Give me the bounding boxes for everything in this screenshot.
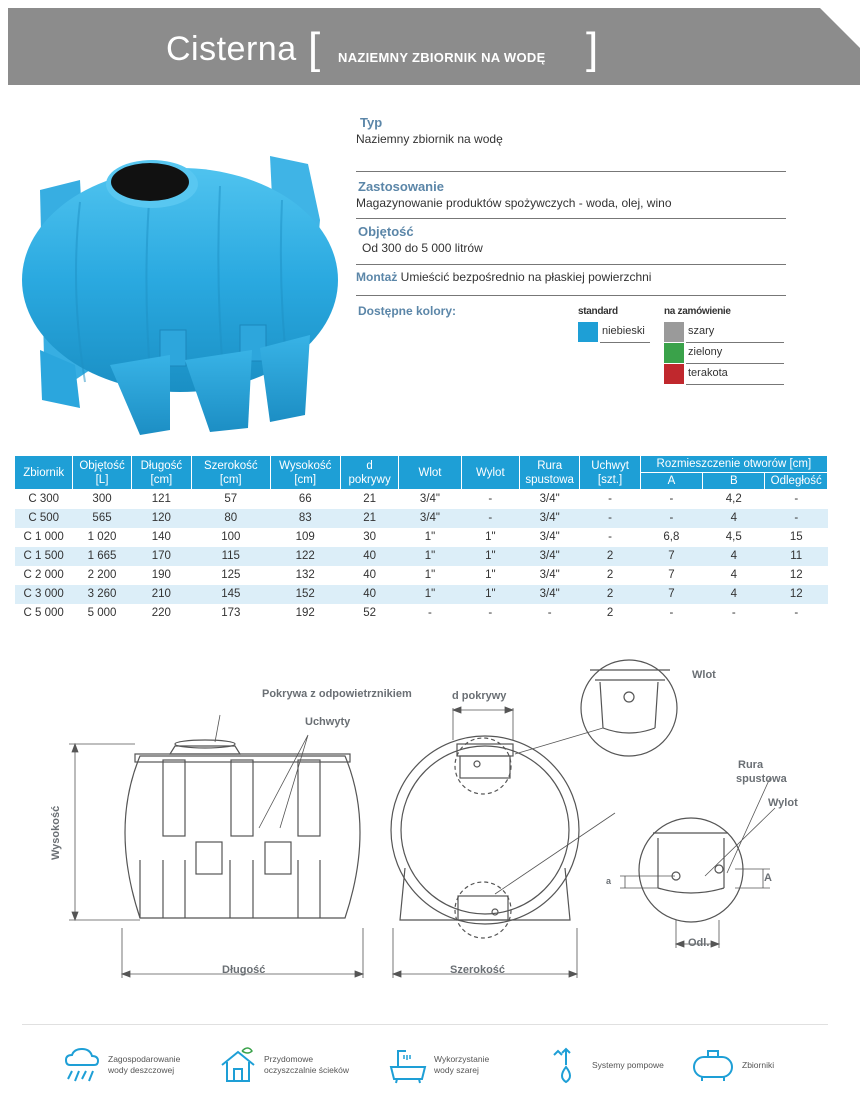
- table-cell: 3/4": [520, 566, 580, 585]
- th-wysokosc-label: Wysokość: [279, 459, 332, 472]
- zastosowanie-title: Zastosowanie: [358, 179, 444, 194]
- table-cell: 7: [640, 585, 702, 604]
- table-cell: 109: [270, 528, 340, 547]
- table-cell: 3/4": [399, 509, 461, 528]
- objetosc-title: Objętość: [358, 224, 414, 239]
- color-label-gray: szary: [688, 325, 715, 337]
- table-cell: -: [640, 509, 702, 528]
- table-cell: 192: [270, 604, 340, 623]
- footer-house-line1: Przydomowe: [264, 1054, 314, 1064]
- table-cell: 300: [73, 490, 131, 509]
- table-cell: 152: [270, 585, 340, 604]
- table-cell: 4: [703, 585, 765, 604]
- label-a-big: A: [764, 872, 772, 884]
- th-d-label: d: [366, 459, 373, 472]
- footer-rain-line2: wody deszczowej: [108, 1065, 175, 1075]
- order-label: na zamówienie: [664, 306, 731, 317]
- swatch-underline: [686, 342, 784, 343]
- th-szerokosc-unit: [cm]: [219, 473, 242, 486]
- th-wysokosc-unit: [cm]: [294, 473, 317, 486]
- table-row: [15, 604, 828, 623]
- table-cell: 30: [340, 528, 398, 547]
- montaz-title: Montaż: [356, 270, 398, 284]
- color-swatch-green: [664, 343, 684, 363]
- th-dlugosc-label: Długość: [140, 459, 183, 472]
- table-cell: 12: [765, 566, 828, 585]
- table-cell: -: [580, 490, 640, 509]
- table-cell: -: [765, 509, 828, 528]
- table-cell: -: [640, 604, 702, 623]
- table-cell: 7: [640, 566, 702, 585]
- table-row: [15, 547, 828, 566]
- table-cell: -: [461, 490, 519, 509]
- color-label-blue: niebieski: [602, 325, 645, 337]
- swatch-underline: [686, 384, 784, 385]
- kolory-title: Dostępne kolory:: [358, 304, 457, 318]
- footer-item-pump: [546, 1043, 664, 1087]
- table-cell: 40: [340, 547, 398, 566]
- table-cell: 1": [399, 585, 461, 604]
- footer-item-bathtub: [388, 1043, 489, 1087]
- table-cell: 170: [131, 547, 191, 566]
- table-cell: 2 200: [73, 566, 131, 585]
- spec-table: [14, 455, 828, 623]
- footer-label-house: [264, 1054, 349, 1076]
- table-cell: 1": [399, 528, 461, 547]
- table-cell: 3/4": [520, 490, 580, 509]
- table-cell: 1": [461, 547, 519, 566]
- table-cell: 80: [192, 509, 270, 528]
- table-cell: C 2 000: [15, 566, 73, 585]
- color-swatch-blue: [578, 322, 598, 342]
- table-cell: -: [703, 604, 765, 623]
- table-cell: 120: [131, 509, 191, 528]
- swatch-underline: [686, 363, 784, 364]
- table-cell: -: [461, 604, 519, 623]
- table-cell: 66: [270, 490, 340, 509]
- table-cell: C 1 500: [15, 547, 73, 566]
- table-row: [15, 509, 828, 528]
- th-rura-sub: spustowa: [525, 473, 574, 486]
- table-body: [15, 490, 828, 623]
- table-cell: 40: [340, 585, 398, 604]
- header-banner: [8, 8, 860, 85]
- table-cell: 565: [73, 509, 131, 528]
- footer-rain-line1: Zagospodarowanie: [108, 1054, 181, 1064]
- label-spustowa: spustowa: [736, 773, 787, 785]
- table-cell: 132: [270, 566, 340, 585]
- table-cell: C 5 000: [15, 604, 73, 623]
- table-cell: 3/4": [399, 490, 461, 509]
- label-rura: Rura: [738, 759, 764, 771]
- th-objetosc-label: Objętość: [79, 459, 125, 472]
- table-cell: -: [580, 509, 640, 528]
- footer-label-tank: Zbiorniki: [742, 1059, 775, 1070]
- side-view-body: [125, 756, 360, 918]
- table-cell: 1": [461, 528, 519, 547]
- label-uchwyty: Uchwyty: [305, 716, 351, 728]
- table-cell: C 300: [15, 490, 73, 509]
- label-wysokosc: Wysokość: [50, 805, 62, 860]
- th-dlugosc: [131, 456, 191, 490]
- montaz-text: Umieścić bezpośrednio na płaskiej powierzchni: [400, 270, 652, 284]
- table-cell: -: [640, 490, 702, 509]
- th-wysokosc: [270, 456, 340, 490]
- footer-label-pump: Systemy pompowe: [592, 1059, 664, 1070]
- bathtub-icon: [388, 1045, 428, 1085]
- typ-text: Naziemny zbiornik na wodę: [356, 132, 503, 146]
- footer-item-rain: [62, 1043, 180, 1087]
- th-uchwyt-unit: [szt.]: [597, 473, 623, 486]
- table-cell: 3 260: [73, 585, 131, 604]
- table-cell: 3/4": [520, 509, 580, 528]
- bracket-close: ]: [586, 24, 599, 73]
- footer-item-tank: [690, 1043, 774, 1087]
- th-dlugosc-unit: [cm]: [150, 473, 173, 486]
- table-cell: 2: [580, 604, 640, 623]
- table-cell: 3/4": [520, 585, 580, 604]
- divider: [356, 295, 786, 296]
- label-a-small: a: [606, 876, 612, 886]
- divider: [356, 264, 786, 265]
- footer-label-bathtub: [434, 1054, 489, 1076]
- th-objetosc-unit: [L]: [95, 473, 109, 486]
- table-cell: 2: [580, 547, 640, 566]
- table-cell: 100: [192, 528, 270, 547]
- table-cell: -: [399, 604, 461, 623]
- table-cell: 4,5: [703, 528, 765, 547]
- banner-shape: [8, 8, 860, 85]
- table-cell: C 1 000: [15, 528, 73, 547]
- table-cell: 4: [703, 509, 765, 528]
- table-row: [15, 490, 828, 509]
- table-cell: 173: [192, 604, 270, 623]
- table-row: [15, 585, 828, 604]
- standard-label: standard: [578, 306, 618, 317]
- footer-house-line2: oczyszczalnie ścieków: [264, 1065, 350, 1075]
- objetosc-text: Od 300 do 5 000 litrów: [362, 241, 483, 255]
- table-cell: 115: [192, 547, 270, 566]
- th-d-pokrywy: [340, 456, 398, 490]
- table-cell: 190: [131, 566, 191, 585]
- table-cell: -: [765, 604, 828, 623]
- table-cell: -: [765, 490, 828, 509]
- table-cell: C 3 000: [15, 585, 73, 604]
- label-d-pokrywy: d pokrywy: [452, 690, 507, 702]
- th-b: B: [703, 473, 765, 490]
- tank-icon: [690, 1045, 736, 1085]
- table-cell: 6,8: [640, 528, 702, 547]
- footer-item-house: [218, 1043, 349, 1087]
- swatch-underline: [600, 342, 650, 343]
- table-cell: 3/4": [520, 547, 580, 566]
- table-cell: 220: [131, 604, 191, 623]
- table-cell: 11: [765, 547, 828, 566]
- th-uchwyt-label: Uchwyt: [591, 459, 629, 472]
- footer-bathtub-line2: wody szarej: [434, 1065, 479, 1075]
- th-rura-label: Rura: [537, 459, 563, 472]
- table-cell: 1 665: [73, 547, 131, 566]
- label-dlugosc: Długość: [222, 964, 266, 976]
- table-cell: 145: [192, 585, 270, 604]
- th-uchwyt: [580, 456, 640, 490]
- table-cell: -: [580, 528, 640, 547]
- page-title: Cisterna: [166, 30, 297, 68]
- table-cell: 7: [640, 547, 702, 566]
- table-cell: 57: [192, 490, 270, 509]
- th-wylot: Wylot: [461, 456, 519, 490]
- table-cell: 4: [703, 566, 765, 585]
- table-cell: 140: [131, 528, 191, 547]
- table-cell: 2: [580, 566, 640, 585]
- table-row: [15, 528, 828, 547]
- table-cell: -: [520, 604, 580, 623]
- table-cell: 125: [192, 566, 270, 585]
- technical-drawing: [55, 648, 835, 988]
- label-odl: Odl.: [688, 937, 710, 949]
- th-a: A: [640, 473, 702, 490]
- th-rura: [520, 456, 580, 490]
- table-cell: 12: [765, 585, 828, 604]
- table-cell: 4,2: [703, 490, 765, 509]
- montaz-row: [356, 270, 651, 284]
- table-cell: 21: [340, 509, 398, 528]
- label-szerokosc: Szerokość: [450, 964, 506, 976]
- table-cell: 1": [399, 566, 461, 585]
- table-cell: 1": [461, 585, 519, 604]
- th-szerokosc: [192, 456, 270, 490]
- th-objetosc: [73, 456, 131, 490]
- zastosowanie-text: Magazynowanie produktów spożywczych - woda, olej, wino: [356, 196, 672, 210]
- bracket-open: [: [308, 24, 321, 73]
- th-szerokosc-label: Szerokość: [203, 459, 258, 472]
- table-cell: 21: [340, 490, 398, 509]
- table-cell: 5 000: [73, 604, 131, 623]
- footer-label-rain: [108, 1054, 180, 1076]
- tank-product-image: [20, 150, 340, 440]
- typ-title: Typ: [360, 115, 383, 130]
- table-cell: 83: [270, 509, 340, 528]
- label-pokrywa: Pokrywa z odpowietrznikiem: [262, 688, 412, 700]
- footer-bathtub-line1: Wykorzystanie: [434, 1054, 490, 1064]
- table-cell: 40: [340, 566, 398, 585]
- th-rozmieszczenie: Rozmieszczenie otworów [cm]: [640, 456, 827, 473]
- page-subtitle: NAZIEMNY ZBIORNIK NA WODĘ: [338, 50, 546, 65]
- color-label-green: zielony: [688, 346, 723, 358]
- table-cell: 15: [765, 528, 828, 547]
- divider: [356, 218, 786, 219]
- rain-icon: [62, 1045, 102, 1085]
- table-cell: 4: [703, 547, 765, 566]
- th-wlot: Wlot: [399, 456, 461, 490]
- th-odleglosc: Odległość: [765, 473, 828, 490]
- footer-bar: [22, 1024, 828, 1094]
- table-cell: C 500: [15, 509, 73, 528]
- divider: [356, 171, 786, 172]
- th-d-sub: pokrywy: [348, 473, 391, 486]
- th-zbiornik: Zbiornik: [15, 456, 73, 490]
- table-cell: 3/4": [520, 528, 580, 547]
- table-cell: 2: [580, 585, 640, 604]
- table-cell: 1": [461, 566, 519, 585]
- table-row: [15, 566, 828, 585]
- pump-icon: [546, 1045, 586, 1085]
- table-cell: 1 020: [73, 528, 131, 547]
- table-cell: 122: [270, 547, 340, 566]
- label-wylot: Wylot: [768, 797, 798, 809]
- table-cell: 1": [399, 547, 461, 566]
- table-cell: 121: [131, 490, 191, 509]
- house-icon: [218, 1045, 258, 1085]
- color-swatch-red: [664, 364, 684, 384]
- color-label-terakota: terakota: [688, 367, 728, 379]
- table-cell: -: [461, 509, 519, 528]
- label-wlot: Wlot: [692, 669, 716, 681]
- color-swatch-gray: [664, 322, 684, 342]
- table-cell: 210: [131, 585, 191, 604]
- table-cell: 52: [340, 604, 398, 623]
